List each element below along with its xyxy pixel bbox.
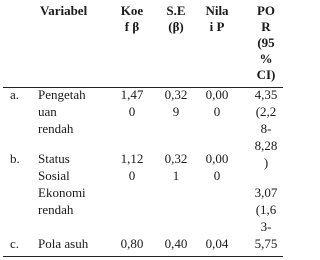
row-b-por-line3: 3- — [260, 219, 272, 234]
row-a-por-line2: (2,2 — [255, 104, 277, 119]
header-por-line2: R — [261, 19, 271, 34]
row-b-variable-line3: Ekonomi — [38, 185, 86, 200]
row-a-por-line3: 8- — [260, 121, 272, 136]
row-b-label: b. — [10, 151, 20, 166]
row-c-label: c. — [10, 236, 20, 251]
header-koef-line1: Koe — [120, 3, 144, 18]
row-b-koef-line1: 1,12 — [120, 151, 144, 166]
row-b-variable-line4: rendah — [38, 202, 74, 217]
row-c-koef-line1: 0,80 — [120, 236, 144, 251]
row-a-se-line1: 0,32 — [164, 87, 188, 102]
row-b-por-line1: 3,07 — [254, 185, 278, 200]
row-a-por-line1: 4,35 — [254, 87, 278, 102]
row-c-p-line1: 0,04 — [205, 236, 229, 251]
header-por-line3: (95 — [257, 35, 275, 50]
header-por-line5: CI) — [256, 67, 276, 82]
header-koef-line2: f β — [124, 19, 140, 34]
table-bottom-rule — [3, 256, 283, 257]
row-a-p-line2: 0 — [213, 104, 221, 119]
row-b-p-line2: 0 — [213, 168, 221, 183]
row-a-p-line1: 0,00 — [205, 87, 229, 102]
row-a-variable-line1: Pengetah — [38, 87, 86, 102]
row-a-por-line4: 8,28 — [254, 138, 278, 153]
header-por-line1: PO — [256, 3, 276, 18]
row-b-por-line2: (1,6 — [255, 202, 277, 217]
row-a-se-line2: 9 — [172, 104, 180, 119]
row-a-variable-line2: uan — [38, 104, 57, 119]
row-b-variable-line2: Sosial — [38, 168, 70, 183]
row-b-se-line2: 1 — [172, 168, 180, 183]
row-a-koef-line1: 1,47 — [120, 87, 144, 102]
header-se-line2: (β) — [168, 19, 184, 34]
row-a-por-line5: ) — [263, 155, 269, 170]
row-b-se-line1: 0,32 — [164, 151, 188, 166]
header-por-line4: % — [259, 51, 273, 66]
row-c-por-line1: 5,75 — [254, 236, 278, 251]
row-b-p-line1: 0,00 — [205, 151, 229, 166]
row-b-koef-line2: 0 — [128, 168, 136, 183]
row-a-variable-line3: rendah — [38, 121, 74, 136]
row-b-variable-line1: Status — [38, 151, 70, 166]
header-nilai-line2: i P — [209, 19, 225, 34]
header-se-line1: S.E — [166, 3, 186, 18]
row-c-variable-line1: Pola asuh — [38, 236, 89, 251]
row-c-se-line1: 0,40 — [164, 236, 188, 251]
header-variabel: Variabel — [40, 3, 88, 18]
row-a-label: a. — [10, 87, 20, 102]
header-nilai-line1: Nila — [205, 3, 229, 18]
row-a-koef-line2: 0 — [128, 104, 136, 119]
